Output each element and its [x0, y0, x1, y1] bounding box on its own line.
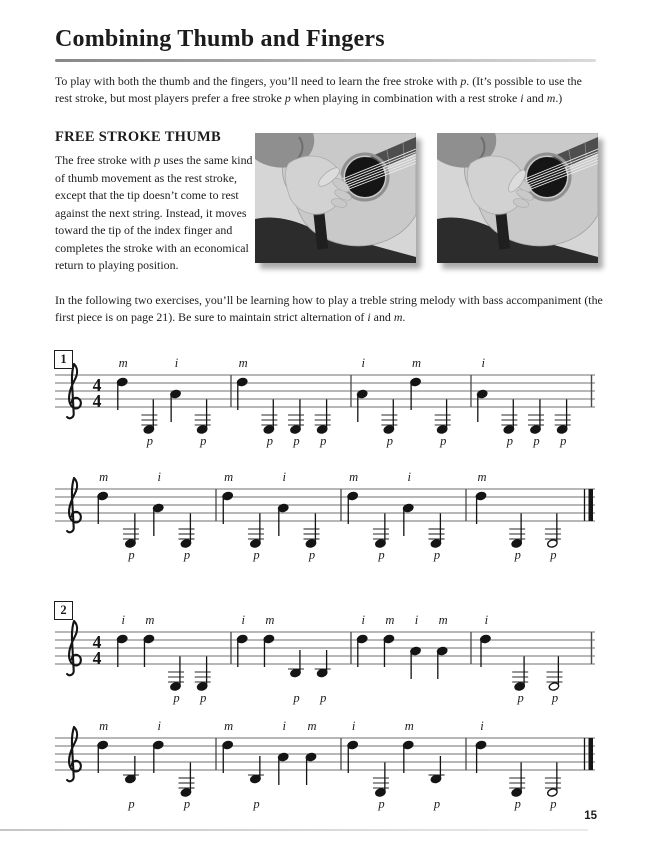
- measure: [475, 719, 560, 811]
- quarter-note: [222, 719, 233, 773]
- finger-label: i: [351, 719, 356, 733]
- measure: [477, 356, 571, 448]
- notehead: [375, 539, 386, 548]
- time-signature-digit: 4: [92, 631, 102, 652]
- notehead: [475, 740, 486, 749]
- finger-label: p: [550, 797, 557, 811]
- finger-label: i: [157, 470, 161, 484]
- quarter-note: [429, 756, 445, 811]
- notehead: [250, 539, 261, 548]
- notehead: [143, 425, 154, 434]
- quarter-note: [222, 470, 233, 524]
- finger-letter: i: [520, 91, 524, 105]
- notehead: [97, 740, 108, 749]
- staff-lines: [55, 375, 595, 407]
- finger-label: m: [349, 470, 359, 484]
- intro-paragraph: [55, 73, 601, 107]
- notehead: [237, 377, 248, 386]
- quarter-note: [153, 719, 164, 773]
- text-segment: when playing in combination with a rest stroke: [290, 91, 521, 105]
- quarter-note: [97, 719, 108, 773]
- quarter-note: [403, 719, 414, 773]
- finger-label: m: [118, 356, 128, 370]
- finger-label: m: [438, 613, 448, 627]
- measure: [117, 613, 211, 705]
- finger-label: m: [99, 719, 109, 733]
- quarter-note: [475, 470, 486, 524]
- finger-label: m: [145, 613, 155, 627]
- exercise-intro-paragraph: [55, 292, 604, 326]
- guitar-hand-photo-2: [437, 133, 598, 263]
- quarter-note: [263, 613, 274, 667]
- notehead: [410, 377, 421, 386]
- quarter-note: [153, 470, 164, 536]
- notehead: [557, 425, 568, 434]
- finger-label: i: [480, 719, 484, 733]
- finger-label: p: [378, 797, 385, 811]
- notehead: [480, 634, 491, 643]
- finger-label: p: [266, 434, 273, 448]
- notehead: [383, 634, 394, 643]
- quarter-note: [305, 719, 316, 785]
- time-signature-digit: 4: [92, 390, 102, 411]
- notehead: [250, 774, 261, 783]
- finger-label: i: [361, 613, 365, 627]
- finger-label: p: [183, 548, 191, 562]
- text-segment: In the following two exercises, you’ll be learning how to play a treble string melody with bass accompaniment (the first piece is on page 21). Be sure to maintain strict alternation of: [55, 293, 603, 324]
- quarter-note: [143, 613, 154, 667]
- time-signature: [93, 632, 102, 668]
- measure: [97, 719, 194, 811]
- finger-letter: i: [367, 310, 371, 324]
- text-segment: uses the same kind of thumb movement as the rest stroke, except that the tip doesn’t come to rest against the next string. Instead, it moves toward the tip of the index finger and completes the stroke with an economical return to playing position.: [55, 153, 253, 272]
- text-segment: and: [523, 91, 547, 105]
- notehead: [403, 740, 414, 749]
- measure: [357, 356, 451, 448]
- finger-label: m: [265, 613, 275, 627]
- finger-label: p: [253, 548, 260, 562]
- finger-label: p: [293, 434, 300, 448]
- measure: [347, 719, 444, 811]
- quarter-note: [315, 650, 331, 705]
- notehead: [143, 634, 154, 643]
- quarter-note: [248, 756, 264, 811]
- finger-label: p: [551, 691, 559, 705]
- finger-label: p: [128, 548, 135, 562]
- finger-label: p: [253, 797, 260, 811]
- notehead: [197, 425, 208, 434]
- text-segment: and: [370, 310, 394, 324]
- finger-label: p: [173, 691, 180, 705]
- notehead: [263, 425, 274, 434]
- finger-label: p: [146, 434, 153, 448]
- quarter-note: [278, 719, 289, 785]
- finger-label: p: [514, 548, 521, 562]
- staff-lines: [55, 632, 595, 664]
- quarter-note: [288, 650, 304, 705]
- measure: [475, 470, 560, 562]
- page-title: Combining Thumb and Fingers: [55, 26, 385, 52]
- notehead: [125, 539, 136, 548]
- quarter-note: [237, 356, 248, 410]
- quarter-note: [410, 613, 421, 679]
- staff-lines: [55, 738, 595, 770]
- measure: [117, 356, 211, 448]
- music-system-exercise2-line1: [55, 604, 595, 712]
- text-segment: The free stroke with: [55, 153, 155, 167]
- text-segment: .: [402, 310, 406, 324]
- text-segment: .): [555, 91, 563, 105]
- quarter-note: [477, 356, 488, 422]
- finger-label: i: [121, 613, 125, 627]
- notehead: [317, 668, 328, 677]
- notehead: [180, 788, 191, 797]
- finger-label: p: [293, 691, 300, 705]
- finger-label: p: [550, 548, 557, 562]
- finger-label: p: [560, 434, 567, 448]
- measure: [357, 613, 448, 679]
- quarter-note: [97, 470, 108, 524]
- section-body: [55, 152, 256, 275]
- finger-label: p: [308, 548, 316, 562]
- notehead: [503, 425, 514, 434]
- finger-label: p: [320, 434, 327, 448]
- notehead: [170, 682, 181, 691]
- finger-label: i: [282, 719, 286, 733]
- quarter-note: [347, 470, 358, 524]
- music-system-exercise1-line1: [55, 347, 595, 455]
- finger-label: p: [514, 797, 521, 811]
- finger-label: i: [481, 356, 485, 370]
- finger-label: p: [200, 434, 207, 448]
- music-system-exercise2-line2: [55, 710, 595, 818]
- finger-label: m: [307, 719, 317, 733]
- finger-label: p: [506, 434, 513, 448]
- notehead: [222, 491, 233, 500]
- notehead: [237, 634, 248, 643]
- notehead: [97, 491, 108, 500]
- notehead: [430, 774, 441, 783]
- finger-label: p: [440, 434, 447, 448]
- finger-label: p: [433, 797, 441, 811]
- notehead: [117, 377, 128, 386]
- notehead: [383, 425, 394, 434]
- finger-letter: p: [460, 74, 467, 88]
- measure: [97, 470, 194, 562]
- measure: [222, 470, 319, 562]
- exercise-1-number-box: 1: [54, 350, 73, 369]
- finger-letter: m: [546, 91, 556, 105]
- finger-label: p: [320, 691, 327, 705]
- text-segment: To play with both the thumb and the fingers, you’ll need to learn the free stroke with: [55, 74, 461, 88]
- finger-label: p: [128, 797, 135, 811]
- page-number: 15: [584, 810, 597, 822]
- time-signature-digit: 4: [92, 374, 102, 395]
- finger-label: i: [157, 719, 161, 733]
- notehead: [375, 788, 386, 797]
- notehead: [547, 788, 558, 797]
- measure: [480, 613, 563, 705]
- notehead: [180, 539, 191, 548]
- notehead: [347, 740, 358, 749]
- finger-label: m: [477, 470, 487, 484]
- quarter-note: [237, 613, 248, 667]
- final-barline-thick: [589, 489, 594, 521]
- staff-lines: [55, 489, 595, 521]
- notehead: [125, 774, 136, 783]
- finger-label: p: [517, 691, 524, 705]
- measure: [237, 356, 331, 448]
- notehead: [290, 668, 301, 677]
- notehead: [511, 539, 522, 548]
- section-heading: FREE STROKE THUMB: [55, 129, 221, 145]
- finger-label: i: [174, 356, 179, 370]
- notehead: [530, 425, 541, 434]
- notehead: [117, 634, 128, 643]
- finger-label: m: [99, 470, 109, 484]
- quarter-note: [347, 719, 358, 773]
- time-signature: [93, 375, 102, 411]
- notehead: [317, 425, 328, 434]
- quarter-note: [117, 356, 128, 410]
- finger-label: p: [533, 434, 540, 448]
- finger-letter: p: [284, 91, 291, 105]
- notehead: [222, 740, 233, 749]
- quarter-note: [475, 719, 486, 773]
- finger-label: i: [282, 470, 286, 484]
- music-system-exercise1-line2: [55, 461, 595, 569]
- finger-label: i: [241, 613, 245, 627]
- finger-label: p: [200, 691, 207, 705]
- finger-label: i: [407, 470, 411, 484]
- quarter-note: [123, 756, 139, 811]
- guitar-hand-photo-1: [255, 133, 416, 263]
- quarter-note: [480, 613, 491, 667]
- finger-label: m: [412, 356, 422, 370]
- notehead: [263, 634, 274, 643]
- title-rule: [55, 59, 596, 62]
- finger-label: i: [414, 613, 419, 627]
- measure: [347, 470, 444, 562]
- notehead: [514, 682, 525, 691]
- finger-label: m: [238, 356, 248, 370]
- notehead: [347, 491, 358, 500]
- finger-letter: m: [393, 310, 403, 324]
- notehead: [475, 491, 486, 500]
- notehead: [290, 425, 301, 434]
- finger-label: p: [433, 548, 441, 562]
- finger-label: m: [385, 613, 395, 627]
- finger-label: m: [224, 470, 234, 484]
- notehead: [305, 539, 316, 548]
- quarter-note: [170, 356, 181, 422]
- quarter-note: [403, 470, 414, 536]
- exercise-2-number-box: 2: [54, 601, 73, 620]
- quarter-note: [437, 613, 448, 679]
- notehead: [430, 539, 441, 548]
- finger-label: i: [361, 356, 365, 370]
- measure: [222, 719, 316, 811]
- quarter-note: [357, 613, 368, 667]
- bottom-rule: [0, 829, 588, 831]
- notehead: [437, 425, 448, 434]
- notehead: [547, 539, 558, 548]
- notehead: [197, 682, 208, 691]
- quarter-note: [117, 613, 128, 667]
- notehead: [548, 682, 559, 691]
- finger-label: p: [183, 797, 191, 811]
- notehead: [357, 634, 368, 643]
- quarter-note: [357, 356, 368, 422]
- measure: [237, 613, 331, 705]
- notehead: [511, 788, 522, 797]
- time-signature-digit: 4: [92, 647, 102, 668]
- finger-label: i: [484, 613, 489, 627]
- finger-letter: p: [154, 153, 161, 167]
- final-barline-thick: [589, 738, 594, 770]
- finger-label: m: [224, 719, 234, 733]
- text-segment: . (It’s possible to use the rest stroke, but most players prefer a free stroke: [55, 74, 582, 105]
- finger-label: m: [404, 719, 414, 733]
- notehead: [153, 740, 164, 749]
- quarter-note: [410, 356, 421, 410]
- finger-label: p: [378, 548, 385, 562]
- quarter-note: [383, 613, 394, 667]
- quarter-note: [278, 470, 289, 536]
- finger-label: p: [386, 434, 393, 448]
